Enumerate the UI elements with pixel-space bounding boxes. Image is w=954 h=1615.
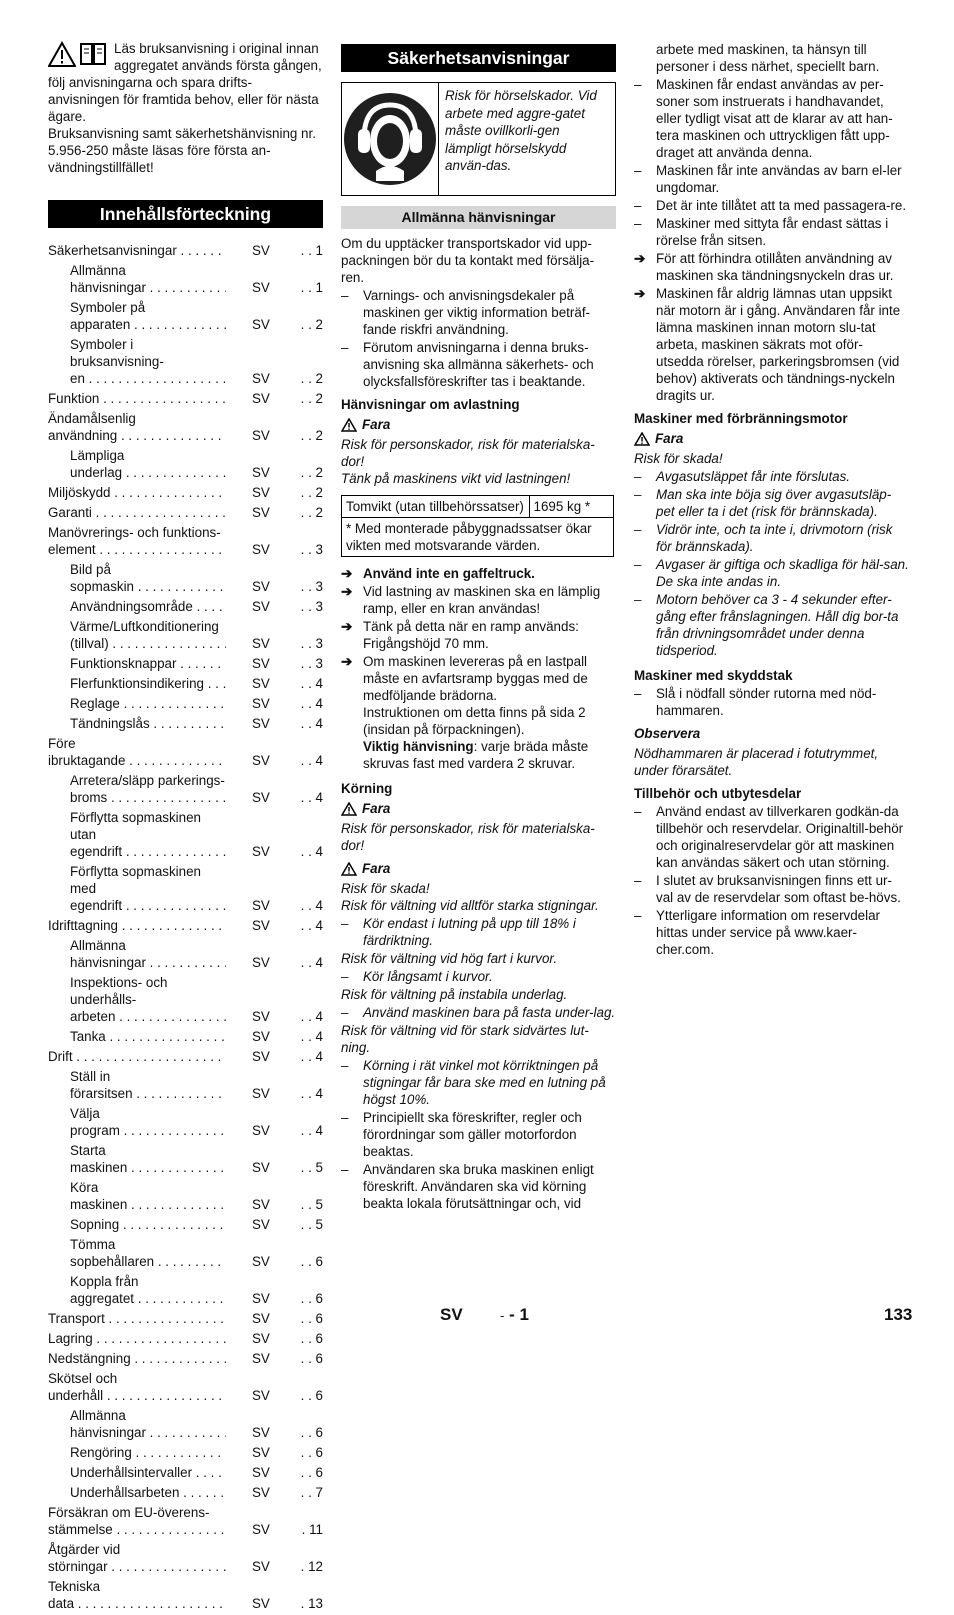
- arrow-item: ➔ Tänk på detta när en ramp används: Frigångshöjd 70 mm.: [341, 619, 579, 651]
- toc-entry-lang: SV: [252, 1029, 270, 1044]
- toc-entry-lang: SV: [252, 1311, 270, 1326]
- toc-entry-lang: SV: [252, 676, 270, 691]
- toc-entry-page: . . 2: [300, 391, 323, 406]
- toc-entry[interactable]: [48, 917, 323, 934]
- toc-entry[interactable]: [48, 484, 323, 501]
- toc-entry-title: Idrifttagning . . .: [48, 917, 226, 934]
- toc-entry-page: . . 4: [300, 1123, 323, 1138]
- risk-text: Risk för vältning vid alltför starka stigningar.: [341, 898, 599, 913]
- toc-entry-title: Funktionsknappar . . .: [48, 655, 226, 672]
- toc-entry-title: Drift . . .: [48, 1048, 226, 1065]
- book-icon: [79, 41, 107, 67]
- toc-entry-page: . . 3: [300, 636, 323, 651]
- toc-entry-lang: SV: [252, 1351, 270, 1366]
- toc-entry-page: . . 6: [300, 1425, 323, 1440]
- toc-entry-lang: SV: [252, 243, 270, 258]
- list-item: – Maskinen får endast användas av per-soner som instruerats i handhavandet, eller tydligt visat att de klarar av att han-tera maskinen och uttryckligen fått upp-draget att använda denna.: [634, 77, 893, 160]
- drive-title: Körning: [341, 781, 393, 796]
- toc-entry-title: Miljöskydd . . .: [48, 484, 226, 501]
- toc-entry-page: . . 4: [300, 790, 323, 805]
- intro: [48, 40, 323, 176]
- toc-entry-title: Allmänna hänvisningar . . .: [48, 262, 226, 296]
- toc-entry-lang: SV: [252, 955, 270, 970]
- toc-entry-lang: SV: [252, 1485, 270, 1500]
- toc-entry-title: Ställ in förarsitsen . . .: [48, 1068, 226, 1102]
- toc-entry-page: . . 3: [300, 579, 323, 594]
- toc-entry-title: Säkerhetsanvisningar . . .: [48, 242, 226, 259]
- toc-entry[interactable]: [48, 1541, 323, 1575]
- safety-title: Säkerhetsanvisningar: [341, 44, 616, 72]
- list-item: – Man ska inte böja sig över avgasutsläp-pet eller ta i det (risk för brännskada).: [634, 487, 892, 519]
- toc-entry-title: Arretera/släpp parkerings-broms . . .: [48, 772, 226, 806]
- toc-entry[interactable]: [48, 1464, 323, 1481]
- toc-entry[interactable]: [48, 1273, 323, 1307]
- toc-entry[interactable]: [48, 242, 323, 259]
- toc-entry-title: Underhållsarbeten . . .: [48, 1484, 226, 1501]
- toc-entry[interactable]: [48, 1444, 323, 1461]
- footer-local-page: - - 1: [500, 1305, 529, 1324]
- toc-entry-page: . . 2: [300, 505, 323, 520]
- toc-entry-page: . . 3: [300, 599, 323, 614]
- toc-entry[interactable]: [48, 1504, 323, 1538]
- danger-label: Fara: [341, 800, 616, 817]
- toc-entry-title: Förflytta sopmaskinen med egendrift . . .: [48, 863, 226, 914]
- list-item: – Avgasutsläppet får inte förslutas.: [634, 469, 851, 484]
- weight-label: Tomvikt (utan tillbehörssatser): [342, 496, 530, 518]
- obs-title: Observera: [634, 726, 701, 741]
- toc-entry-lang: SV: [252, 1465, 270, 1480]
- toc-entry-lang: SV: [252, 1559, 270, 1574]
- roof-title: Maskiner med skyddstak: [634, 668, 793, 683]
- list-item: – Principiellt ska föreskrifter, regler och förordningar som gäller motorfordon beaktas.: [341, 1110, 582, 1159]
- toc-entry[interactable]: [48, 447, 323, 481]
- toc-entry-page: . . 2: [300, 485, 323, 500]
- toc-entry-page: . . 2: [300, 428, 323, 443]
- toc-entry-page: . . 6: [300, 1331, 323, 1346]
- column-1: [48, 40, 323, 1615]
- toc-entry-title: Allmänna hänvisningar . . .: [48, 937, 226, 971]
- toc-entry-page: . . 4: [300, 716, 323, 731]
- toc-entry-title: Underhållsintervaller . . .: [48, 1464, 226, 1481]
- list-item: – Det är inte tillåtet att ta med passagera-re.: [634, 198, 907, 213]
- list-item: – Körning i rät vinkel mot körriktningen på stigningar får bara ske med en lutning på högst 10%.: [341, 1058, 606, 1107]
- toc-entry[interactable]: [48, 1330, 323, 1347]
- toc-entry-page: . . 2: [300, 317, 323, 332]
- toc-entry-lang: SV: [252, 317, 270, 332]
- toc-entry[interactable]: [48, 1484, 323, 1501]
- toc-entry[interactable]: [48, 863, 323, 914]
- list-item: – Maskiner med sittyta får endast sättas i rörelse från sitsen.: [634, 216, 889, 248]
- toc-entry-page: . . 4: [300, 1049, 323, 1064]
- list-item: – Kör långsamt i kurvor.: [341, 969, 493, 984]
- toc-entry-lang: SV: [252, 391, 270, 406]
- toc-entry-lang: SV: [252, 280, 270, 295]
- toc-entry-title: Tömma sopbehållaren . . .: [48, 1236, 226, 1270]
- toc-entry-title: Garanti . . .: [48, 504, 226, 521]
- list-item: – Kör endast i lutning på upp till 18% i färdriktning.: [341, 916, 576, 948]
- list-item: – Varnings- och anvisningsdekaler på maskinen ger viktig information beträf-fande riskfri användning.: [341, 288, 590, 337]
- warning-triangle-icon: [634, 432, 650, 446]
- toc-entry[interactable]: [48, 675, 323, 692]
- toc-entry-page: . . 4: [300, 1009, 323, 1024]
- toc-entry-lang: SV: [252, 918, 270, 933]
- warning-triangle-icon: [48, 41, 76, 67]
- toc-entry[interactable]: [48, 598, 323, 615]
- toc-entry-lang: SV: [252, 1445, 270, 1460]
- toc-entry-page: . . 5: [300, 1197, 323, 1212]
- toc-entry-lang: SV: [252, 1291, 270, 1306]
- toc-entry-title: Lämpliga underlag . . .: [48, 447, 226, 481]
- toc-entry-lang: SV: [252, 505, 270, 520]
- toc-entry-page: . . 6: [300, 1351, 323, 1366]
- toc-entry-title: Symboler i bruksanvisning-en . . .: [48, 336, 226, 387]
- list-item: – Maskinen får inte användas av barn el-ler ungdomar.: [634, 163, 902, 195]
- warning-triangle-icon: [341, 802, 357, 816]
- column-2: [341, 40, 616, 1213]
- footer-page-number: 133: [884, 1305, 913, 1324]
- toc-entry[interactable]: [48, 1048, 323, 1065]
- toc-entry-title: Reglage . . .: [48, 695, 226, 712]
- toc-entry-title: Lagring . . .: [48, 1330, 226, 1347]
- toc-entry-lang: SV: [252, 696, 270, 711]
- toc-entry[interactable]: [48, 299, 323, 333]
- toc-entry-title: Tanka . . .: [48, 1028, 226, 1045]
- toc-entry-lang: SV: [252, 599, 270, 614]
- toc-entry-title: Välja program . . .: [48, 1105, 226, 1139]
- toc-entry-lang: SV: [252, 542, 270, 557]
- danger-label: Fara: [341, 416, 616, 433]
- list-item: – Använd endast av tillverkaren godkän-da tillbehör och reservdelar. Originaltill-behör och originalreservdelar gör att maskinen kan användas säkert och utan störning.: [634, 804, 904, 870]
- list-item: – Förutom anvisningarna i denna bruks-anvisning ska allmänna säkerhets- och olycksfallsföreskrifter tas i beaktande.: [341, 340, 594, 389]
- toc-entry-page: . . 4: [300, 844, 323, 859]
- unload-risk: Risk för personskador, risk för materialska-dor!: [341, 437, 595, 469]
- toc-entry[interactable]: [48, 1142, 323, 1176]
- toc-entry-page: . . 3: [300, 656, 323, 671]
- toc-entry-page: . . 4: [300, 753, 323, 768]
- toc-entry-lang: SV: [252, 428, 270, 443]
- toc-entry-page: . . 4: [300, 918, 323, 933]
- toc-entry[interactable]: [48, 1407, 323, 1441]
- list-item: – Motorn behöver ca 3 - 4 sekunder efter-gång efter frånslagningen. Håll dig bor-ta från drivningsområdet under denna tidsperiod.: [634, 592, 899, 658]
- toc-entry-lang: SV: [252, 1217, 270, 1232]
- toc-entry[interactable]: [48, 1105, 323, 1139]
- toc-entry[interactable]: [48, 1236, 323, 1270]
- hearing-protection-icon: [342, 83, 439, 195]
- arrow-item: ➔ Maskinen får aldrig lämnas utan uppsikt när motorn är i gång. Användaren får inte lämna maskinen innan motorn slu-tat arbeta, maskinen säkrats mot oför-utsedda rörelser, parkeringsbromsen (vid behov) aktiverats och tändnings-nyckeln dragits ur.: [634, 286, 901, 403]
- toc-entry-lang: SV: [252, 898, 270, 913]
- toc-entry-page: . 12: [300, 1559, 323, 1574]
- toc-entry-page: . . 1: [300, 243, 323, 258]
- toc-entry-title: Flerfunktionsindikering . . .: [48, 675, 226, 692]
- toc-entry-title: Manövrerings- och funktions-element . . .: [48, 524, 226, 558]
- toc-entry-title: Allmänna hänvisningar . . .: [48, 1407, 226, 1441]
- toc-entry-page: . . 4: [300, 676, 323, 691]
- toc-entry-title: Tändningslås . . .: [48, 715, 226, 732]
- toc-entry[interactable]: [48, 336, 323, 387]
- toc-entry[interactable]: [48, 504, 323, 521]
- list-item: – Slå i nödfall sönder rutorna med nöd-hammaren.: [634, 686, 877, 718]
- toc-entry-title: Åtgärder vid störningar . . .: [48, 1541, 226, 1575]
- toc-entry[interactable]: [48, 974, 323, 1025]
- list-item: – Ytterligare information om reservdelar hittas under service på www.kaer-cher.com.: [634, 908, 881, 957]
- toc-entry[interactable]: [48, 772, 323, 806]
- toc-entry[interactable]: [48, 735, 323, 769]
- unload-weight: Tänk på maskinens vikt vid lastningen!: [341, 471, 571, 486]
- toc-entry[interactable]: [48, 1578, 323, 1612]
- toc-entry-page: . 13: [300, 1596, 323, 1611]
- toc-entry-title: Förflytta sopmaskinen utan egendrift . . .: [48, 809, 226, 860]
- toc-entry-lang: SV: [252, 371, 270, 386]
- warning-triangle-icon: [341, 418, 357, 432]
- toc-entry[interactable]: [48, 695, 323, 712]
- unload-title: Hänvisningar om avlastning: [341, 397, 520, 412]
- toc-entry[interactable]: [48, 262, 323, 296]
- engine-risk: Risk för skada!: [634, 451, 723, 466]
- toc-entry-page: . . 4: [300, 1086, 323, 1101]
- toc-entry-page: . . 1: [300, 280, 323, 295]
- toc-entry-title: Rengöring . . .: [48, 1444, 226, 1461]
- toc-entry-title: Användningsområde . . .: [48, 598, 226, 615]
- obs-text: Nödhammaren är placerad i fotutrymmet, under förarsätet.: [634, 746, 879, 778]
- toc-entry-page: . . 7: [300, 1485, 323, 1500]
- general-title: Allmänna hänvisningar: [341, 206, 616, 229]
- toc-entry-page: . . 2: [300, 371, 323, 386]
- risk-text: Risk för vältning på instabila underlag.: [341, 987, 568, 1002]
- risk-text: Risk för vältning vid för stark sidvärtes lut-ning.: [341, 1023, 589, 1055]
- toc-entry-page: . . 6: [300, 1465, 323, 1480]
- toc-entry-page: . . 3: [300, 542, 323, 557]
- toc-entry[interactable]: [48, 1179, 323, 1213]
- toc-entry-lang: SV: [252, 1160, 270, 1175]
- toc-entry-page: . . 5: [300, 1160, 323, 1175]
- toc-entry-lang: SV: [252, 1425, 270, 1440]
- toc-entry-title: Sopning . . .: [48, 1216, 226, 1233]
- toc-entry-lang: SV: [252, 1388, 270, 1403]
- toc-entry-title: Funktion . . .: [48, 390, 226, 407]
- toc-entry-title: Bild på sopmaskin . . .: [48, 561, 226, 595]
- toc-entry-title: Symboler på apparaten . . .: [48, 299, 226, 333]
- toc-entry-lang: SV: [252, 1123, 270, 1138]
- toc-title: Innehållsförteckning: [48, 200, 323, 228]
- toc-entry-lang: SV: [252, 579, 270, 594]
- toc-entry-lang: SV: [252, 1522, 270, 1537]
- list-item: – Använd maskinen bara på fasta under-lag.: [341, 1005, 616, 1020]
- toc-entry-lang: SV: [252, 1049, 270, 1064]
- toc-entry-page: . . 4: [300, 898, 323, 913]
- general-text: Om du upptäcker transportskador vid upp-packningen bör du ta kontakt med försälja-ren.: [341, 236, 595, 285]
- toc-entry-page: . . 6: [300, 1291, 323, 1306]
- toc-entry[interactable]: [48, 561, 323, 595]
- drive-risk-1: Risk för personskador, risk för materialska-dor!: [341, 821, 595, 853]
- hearing-warning-box: [341, 82, 616, 196]
- toc-entry-lang: SV: [252, 1254, 270, 1269]
- toc-entry-page: . . 6: [300, 1254, 323, 1269]
- list-item: – I slutet av bruksanvisningen finns ett ur-val av de reservdelar som oftast be-hövs.: [634, 873, 901, 905]
- drive-risk-2: Risk för skada!: [341, 881, 430, 896]
- warning-triangle-icon: [341, 862, 357, 876]
- toc-entry[interactable]: [48, 390, 323, 407]
- toc-entry-page: . . 4: [300, 1029, 323, 1044]
- toc-entry-title: Inspektions- och underhålls-arbeten . . .: [48, 974, 226, 1025]
- toc-entry-title: Tekniska data . . .: [48, 1578, 226, 1612]
- toc-entry-page: . . 2: [300, 465, 323, 480]
- toc-entry-page: . . 4: [300, 955, 323, 970]
- toc-entry-title: Värme/Luftkonditionering (tillval) . . .: [48, 618, 226, 652]
- engine-title: Maskiner med förbränningsmotor: [634, 411, 848, 426]
- intro-text-1: Läs bruksanvisning i original innan aggregatet används första gången, följ anvisningarna och spara drifts-anvisningen för framtida behov, eller för nästa ägare.: [48, 41, 322, 124]
- intro-text-2: Bruksanvisning samt säkerhetshänvisning nr. 5.956-250 måste läsas före första an-vändningstillfället!: [48, 126, 316, 175]
- toc-entry-title: Koppla från aggregatet . . .: [48, 1273, 226, 1307]
- list-item-continued: arbete med maskinen, ta hänsyn till personer i dess närhet, speciellt barn.: [656, 42, 880, 74]
- toc-entry[interactable]: [48, 1370, 323, 1404]
- arrow-item: ➔ Om maskinen levereras på en lastpall måste en avfartsramp byggas med de medföljande brädorna. Instruktionen om detta finns på sida 2 (insidan på förpackningen). Viktig hänvisning: varje bräda måste skruvas fast med vardera 2 skruvar.: [341, 654, 589, 771]
- list-item: – Avgaser är giftiga och skadliga för häl-san. De ska inte andas in.: [634, 557, 909, 589]
- toc-entry-title: Försäkran om EU-överens-stämmelse . . .: [48, 1504, 226, 1538]
- toc-entry-title: Transport . . .: [48, 1310, 226, 1327]
- arrow-item: ➔ Använd inte en gaffeltruck.: [341, 566, 535, 581]
- toc-entry-lang: SV: [252, 790, 270, 805]
- toc-entry-title: Ändamålsenlig användning . . .: [48, 410, 226, 444]
- toc-entry[interactable]: [48, 618, 323, 652]
- arrow-item: ➔ För att förhindra otillåten användning av maskinen ska tändningsnyckeln dras ur.: [634, 251, 894, 283]
- toc-entry-lang: SV: [252, 716, 270, 731]
- toc-entry-lang: SV: [252, 1086, 270, 1101]
- toc-entry[interactable]: [48, 1216, 323, 1233]
- toc-entry[interactable]: [48, 410, 323, 444]
- toc-entry-page: . . 6: [300, 1445, 323, 1460]
- acc-title: Tillbehör och utbytesdelar: [634, 786, 802, 801]
- toc-entry-title: Före ibruktagande . . .: [48, 735, 226, 769]
- column-3: [634, 40, 909, 959]
- toc-entry-page: . . 5: [300, 1217, 323, 1232]
- toc-entry-lang: SV: [252, 465, 270, 480]
- toc-entry-title: Skötsel och underhåll . . .: [48, 1370, 226, 1404]
- toc-entry-lang: SV: [252, 1596, 270, 1611]
- toc-entry-page: . . 6: [300, 1388, 323, 1403]
- toc-entry[interactable]: [48, 715, 323, 732]
- toc-entry[interactable]: [48, 655, 323, 672]
- toc-entry[interactable]: [48, 937, 323, 971]
- hearing-warning-text: Risk för hörselskador. Vid arbete med aggre-gatet måste ovillkorli-gen lämpligt hörselskydd använ-das.: [445, 88, 597, 173]
- toc-entry-title: Nedstängning . . .: [48, 1350, 226, 1367]
- toc-entry[interactable]: [48, 1350, 323, 1367]
- danger-label: Fara: [341, 860, 616, 877]
- toc-entry[interactable]: [48, 524, 323, 558]
- toc-entry-lang: SV: [252, 1009, 270, 1024]
- weight-table: [341, 495, 614, 557]
- toc-entry-page: . . 6: [300, 1311, 323, 1326]
- danger-label: Fara: [634, 430, 909, 447]
- warning-manual-icons: [48, 40, 108, 68]
- toc-entry-lang: SV: [252, 485, 270, 500]
- list-item: – Vidrör inte, och ta inte i, drivmotorn (risk för brännskada).: [634, 522, 893, 554]
- toc-entry-lang: SV: [252, 844, 270, 859]
- toc-entry-page: . 11: [301, 1522, 323, 1537]
- arrow-item: ➔ Vid lastning av maskinen ska en lämplig ramp, eller en kran användas!: [341, 584, 601, 616]
- risk-text: Risk för vältning vid hög fart i kurvor.: [341, 951, 558, 966]
- toc-entry-lang: SV: [252, 753, 270, 768]
- weight-value: 1695 kg *: [529, 496, 613, 518]
- toc-entry-title: Köra maskinen . . .: [48, 1179, 226, 1213]
- toc-entry-lang: SV: [252, 636, 270, 651]
- toc-entry[interactable]: [48, 1028, 323, 1045]
- toc-entry-lang: SV: [252, 1197, 270, 1212]
- toc-entry[interactable]: [48, 809, 323, 860]
- toc-entry[interactable]: [48, 1310, 323, 1327]
- list-item: – Användaren ska bruka maskinen enligt föreskrift. Användaren ska vid körning beakta lokala förutsättningar och, vid: [341, 1162, 594, 1211]
- toc-entry-lang: SV: [252, 1331, 270, 1346]
- toc-entry-page: . . 4: [300, 696, 323, 711]
- table-of-contents: [48, 242, 323, 1612]
- toc-entry-title: Starta maskinen . . .: [48, 1142, 226, 1176]
- toc-entry[interactable]: [48, 1068, 323, 1102]
- footer-lang: SV: [440, 1305, 463, 1324]
- weight-note: * Med monterade påbyggnadssatser ökar vikten med motsvarande värden.: [342, 518, 614, 557]
- toc-entry-lang: SV: [252, 656, 270, 671]
